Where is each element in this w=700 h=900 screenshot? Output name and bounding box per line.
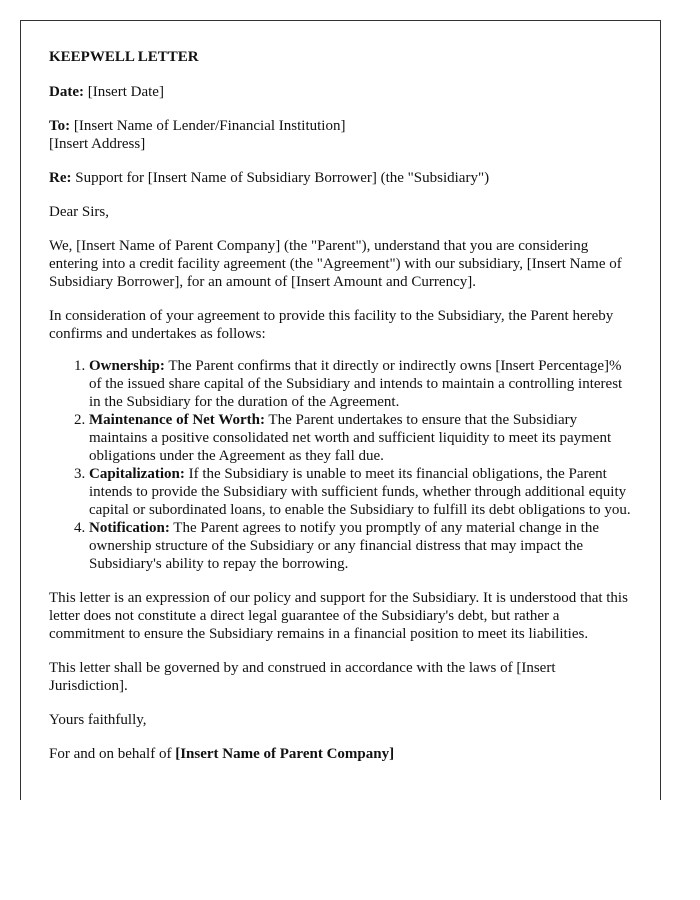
closing: Yours faithfully,: [49, 712, 147, 728]
undertaking-text: The Parent agrees to notify you promptly of any material change in the ownership structure of the Subsidiary or any financial distress that may impact the Subsidiary's ability to repay the borrowing.: [89, 520, 600, 572]
undertaking-text: The Parent undertakes to ensure that the Subsidiary maintains a positive consolidated net worth and sufficient liquidity to meet its payment obligations under the Agreement as they fall due.: [89, 412, 612, 464]
undertaking-heading: Notification:: [89, 520, 170, 536]
intro-paragraph: We, [Insert Name of Parent Company] (the "Parent"), understand that you are considering entering into a credit facility agreement (the "Agreement") with our subsidiary, [Insert Name of Subsidiary Borrower], for an amount of [Insert Amount and Currency].: [49, 238, 622, 290]
to-value: [Insert Name of Lender/Financial Institution]: [70, 118, 346, 134]
letter-title: KEEPWELL LETTER: [49, 49, 199, 65]
undertaking-item: [89, 465, 632, 519]
undertaking-item: [89, 357, 632, 411]
undertaking-heading: Ownership:: [89, 358, 165, 374]
salutation: Dear Sirs,: [49, 204, 109, 220]
re-label: Re:: [49, 170, 72, 186]
recipient-block: [49, 117, 632, 153]
consideration-paragraph: In consideration of your agreement to provide this facility to the Subsidiary, the Parent hereby confirms and undertakes as follows:: [49, 308, 614, 342]
date-value: [Insert Date]: [83, 84, 164, 100]
to-label: To:: [49, 118, 71, 134]
undertaking-text: The Parent confirms that it directly or indirectly owns [Insert Percentage]% of the issued share capital of the Subsidiary and intends to maintain a controlling interest in the Subsidiary for the duration of the Agreement.: [89, 358, 623, 410]
keepwell-letter: [20, 20, 661, 800]
undertaking-item: [89, 519, 632, 573]
policy-statement: This letter is an expression of our policy and support for the Subsidiary. It is understood that this letter does not constitute a direct legal guarantee of the Subsidiary's debt, but rather a commitment to ensure the Subsidiary remains in a financial position to meet its liabilities.: [49, 590, 628, 642]
undertaking-item: [89, 411, 632, 465]
signature-line: [49, 745, 632, 763]
date-label: Date:: [49, 84, 84, 100]
undertakings-list: [49, 357, 632, 573]
undertaking-heading: Capitalization:: [89, 466, 185, 482]
governing-law: This letter shall be governed by and construed in accordance with the laws of [Insert Jurisdiction].: [49, 660, 556, 694]
subject-line: [49, 169, 632, 187]
signature-company: [Insert Name of Parent Company]: [175, 746, 395, 762]
re-value: Support for [Insert Name of Subsidiary Borrower] (the "Subsidiary"): [71, 170, 490, 186]
recipient-address: [Insert Address]: [49, 136, 146, 152]
undertaking-text: If the Subsidiary is unable to meet its financial obligations, the Parent intends to provide the Subsidiary with sufficient funds, whether through additional equity capital or subordinated loans, to enable the Subsidiary to fulfill its debt obligations to you.: [89, 466, 631, 518]
undertaking-heading: Maintenance of Net Worth:: [89, 412, 265, 428]
signature-prefix: For and on behalf of: [49, 746, 176, 762]
date-line: [49, 83, 632, 101]
